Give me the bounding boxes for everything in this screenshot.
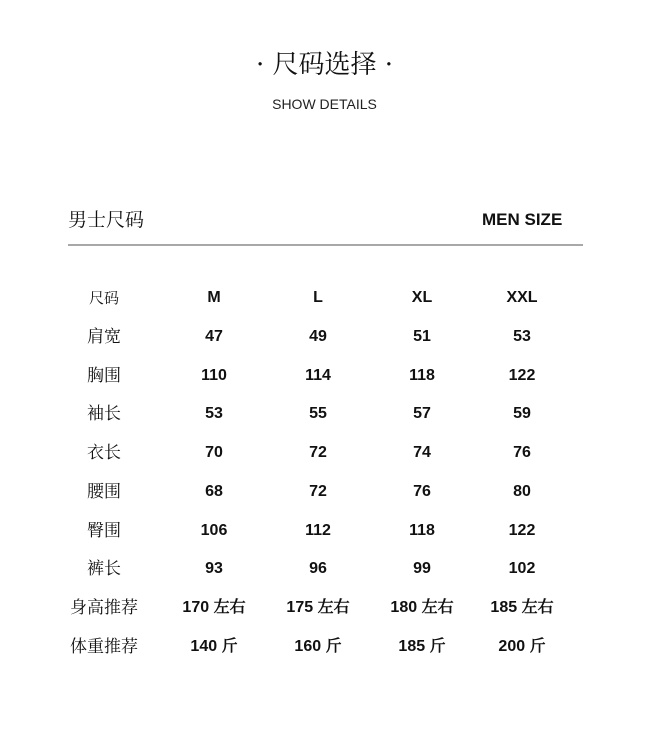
- table-cell: 72: [309, 482, 327, 500]
- table-cell: 76: [413, 482, 431, 500]
- table-row-label: 腰围: [87, 481, 121, 502]
- table-cell: 185 斤: [398, 637, 446, 655]
- section-label-en: MEN SIZE: [482, 210, 563, 229]
- table-cell: 99: [413, 560, 431, 578]
- table-cell: 49: [309, 328, 327, 345]
- table-row-label: 体重推荐: [70, 636, 138, 657]
- table-cell: 118: [409, 521, 435, 539]
- table-column-header: XL: [411, 289, 433, 306]
- table-cell: 140 斤: [190, 637, 238, 655]
- table-column-header: XXL: [506, 289, 538, 306]
- table-column-header: L: [313, 289, 323, 306]
- table-cell: 74: [413, 444, 431, 462]
- table-cell: 175 左右: [286, 598, 350, 616]
- table-cell: 102: [508, 560, 536, 578]
- table-cell: 70: [205, 444, 223, 462]
- table-cell: 76: [513, 444, 531, 462]
- table-cell: 160 斤: [294, 637, 342, 655]
- table-row-label: 身高推荐: [70, 597, 138, 618]
- table-cell: 96: [309, 560, 327, 578]
- table-cell: 53: [205, 405, 223, 423]
- table-cell: 106: [200, 521, 228, 539]
- table-row-label: 衣长: [87, 443, 121, 464]
- table-row-label: 裤长: [87, 559, 121, 580]
- table-cell: 47: [205, 328, 223, 345]
- table-row-label: 臀围: [87, 520, 121, 541]
- table-row-label: 胸围: [87, 365, 121, 386]
- section-divider: [68, 244, 583, 246]
- table-cell: 51: [413, 328, 431, 345]
- table-cell: 80: [513, 482, 531, 500]
- page-title: · 尺码选择 ·: [255, 50, 394, 80]
- table-cell: 122: [508, 521, 536, 539]
- table-cell: 57: [413, 405, 431, 423]
- table-column-header: M: [207, 289, 221, 306]
- table-cell: 93: [205, 560, 223, 578]
- table-cell: 72: [309, 444, 327, 462]
- table-cell: 185 左右: [490, 598, 554, 616]
- table-cell: 110: [201, 366, 227, 384]
- table-cell: 180 左右: [390, 598, 454, 616]
- table-cell: 122: [508, 366, 536, 384]
- table-cell: 53: [513, 328, 531, 345]
- table-cell: 114: [305, 366, 331, 384]
- table-cell: 112: [305, 521, 331, 539]
- table-cell: 59: [513, 405, 531, 423]
- page-subtitle: SHOW DETAILS: [272, 96, 377, 112]
- table-cell: 55: [309, 405, 327, 423]
- table-cell: 170 左右: [182, 598, 246, 616]
- section-label-cn: 男士尺码: [68, 209, 145, 231]
- table-cell: 118: [409, 366, 435, 384]
- table-row-label: 肩宽: [87, 327, 121, 347]
- table-corner-label: 尺码: [88, 289, 120, 307]
- table-cell: 68: [205, 482, 223, 500]
- table-cell: 200 斤: [498, 637, 546, 655]
- table-row-label: 袖长: [87, 404, 121, 425]
